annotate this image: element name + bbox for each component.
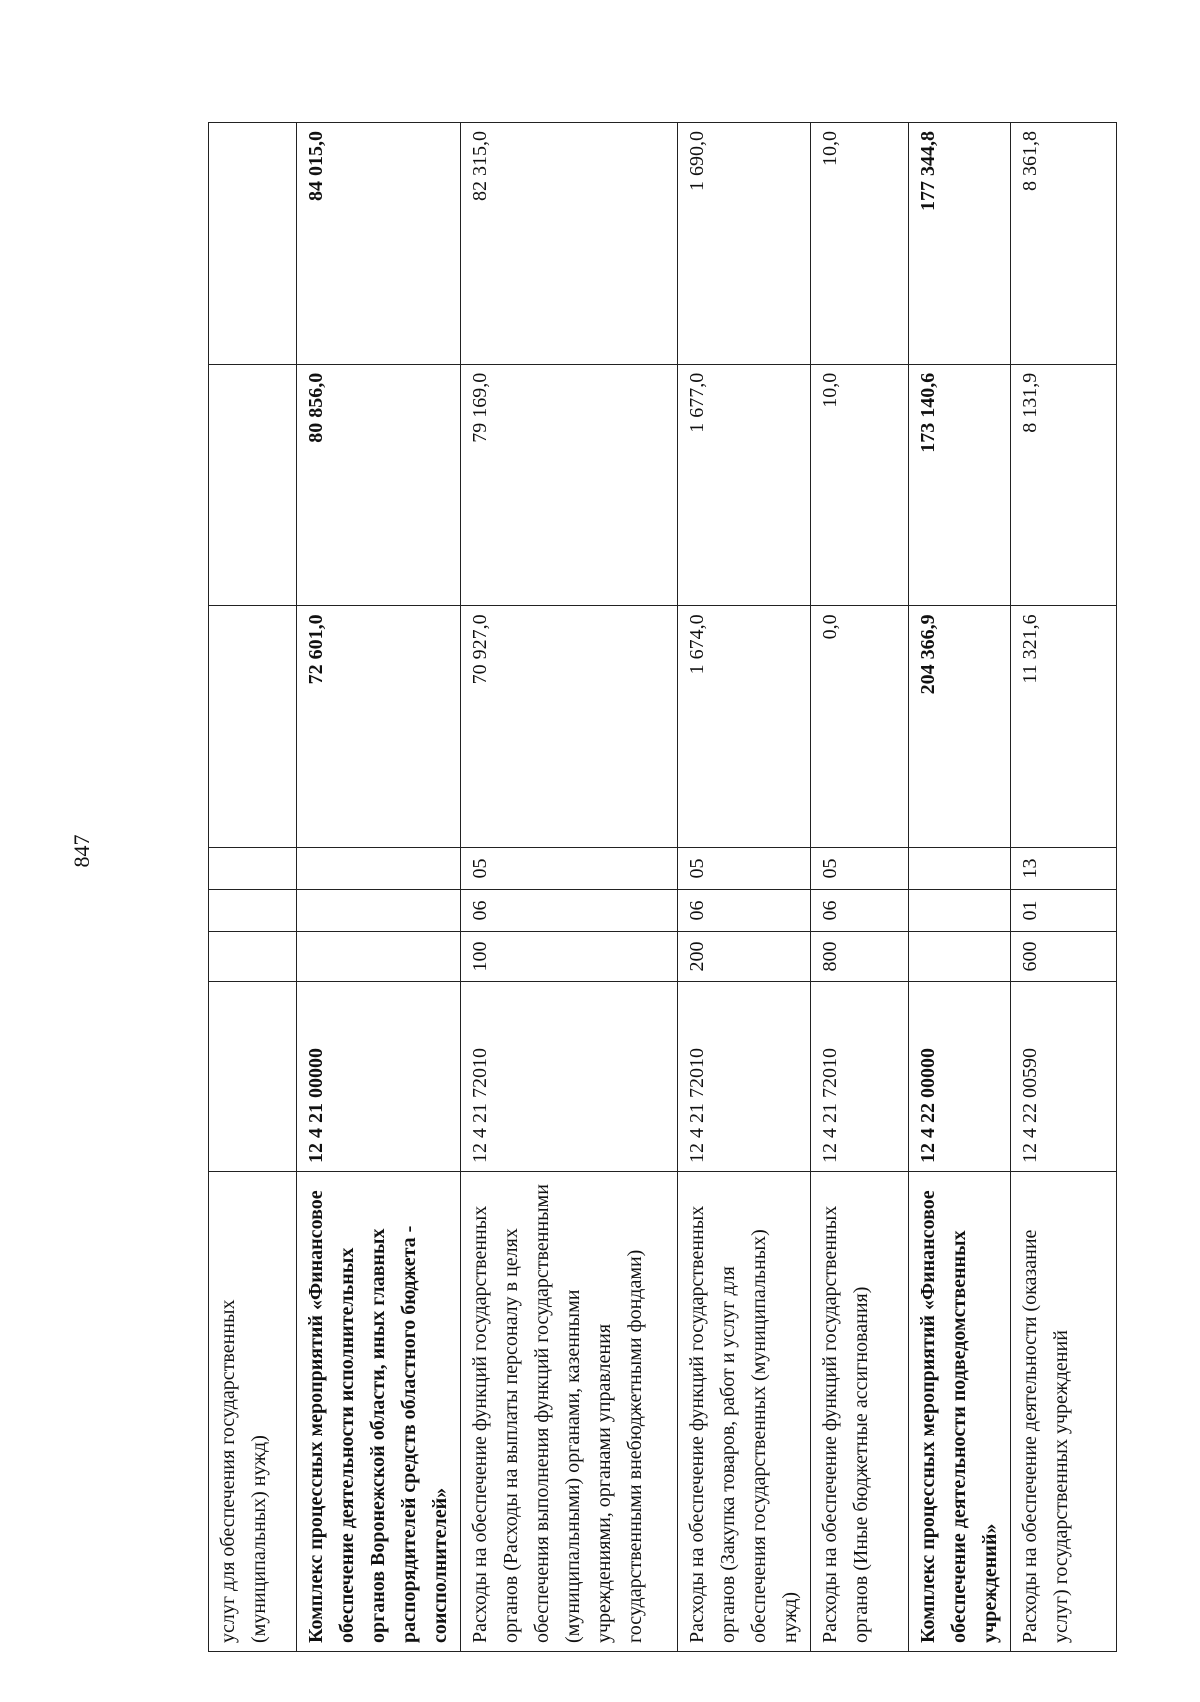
table-row <box>209 123 297 1652</box>
row-year2: 8 131,9 <box>1011 364 1117 606</box>
row-vr: 200 <box>678 932 811 982</box>
row-name: Комплекс процессных мероприятий «Финансовое обеспечение деятельности подведомственных учреждений» <box>909 1172 1011 1652</box>
table-row <box>909 123 1011 1652</box>
row-name: Расходы на обеспечение функций государственных органов (Расходы на выплаты персоналу в целях обеспечения выполнения функций государственными (муниципальными) органами, казенными учреждениями, органами управления государственными внебюджетными фондами) <box>461 1172 678 1652</box>
row-name: Расходы на обеспечение деятельности (оказание услуг) государственных учреждений <box>1011 1172 1117 1652</box>
row-rz: 01 <box>1011 890 1117 932</box>
row-code: 12 4 21 72010 <box>678 982 811 1172</box>
table-row <box>811 123 909 1652</box>
row-vr <box>209 932 297 982</box>
row-code: 12 4 22 00590 <box>1011 982 1117 1172</box>
row-code: 12 4 22 00000 <box>909 982 1011 1172</box>
budget-table <box>208 122 1117 1652</box>
row-year1: 72 601,0 <box>297 606 461 848</box>
row-code <box>209 982 297 1172</box>
row-name: услуг для обеспечения государственных (муниципальных) нужд) <box>209 1172 297 1652</box>
row-rz <box>297 890 461 932</box>
row-pr <box>209 848 297 890</box>
table-row <box>461 123 678 1652</box>
row-rz <box>209 890 297 932</box>
row-code: 12 4 21 72010 <box>461 982 678 1172</box>
row-rz: 06 <box>461 890 678 932</box>
row-year1: 70 927,0 <box>461 606 678 848</box>
row-vr <box>909 932 1011 982</box>
row-pr <box>909 848 1011 890</box>
row-name: Комплекс процессных мероприятий «Финансовое обеспечение деятельности исполнительных органов Воронежской области, иных главных распорядителей средств областного бюджета - соисполнителей» <box>297 1172 461 1652</box>
row-year3: 10,0 <box>811 123 909 365</box>
row-name: Расходы на обеспечение функций государственных органов (Закупка товаров, работ и услуг для обеспечения государственных (муниципальных) нужд) <box>678 1172 811 1652</box>
row-year3: 82 315,0 <box>461 123 678 365</box>
row-pr: 05 <box>461 848 678 890</box>
page-number: 847 <box>69 834 94 868</box>
row-year3: 84 015,0 <box>297 123 461 365</box>
row-year1: 11 321,6 <box>1011 606 1117 848</box>
row-rz <box>909 890 1011 932</box>
row-year3: 177 344,8 <box>909 123 1011 365</box>
row-pr: 05 <box>811 848 909 890</box>
row-year1: 0,0 <box>811 606 909 848</box>
row-year3: 8 361,8 <box>1011 123 1117 365</box>
row-year1 <box>209 606 297 848</box>
row-name: Расходы на обеспечение функций государственных органов (Иные бюджетные ассигнования) <box>811 1172 909 1652</box>
row-vr: 600 <box>1011 932 1117 982</box>
row-year2: 173 140,6 <box>909 364 1011 606</box>
row-year2 <box>209 364 297 606</box>
row-year2: 10,0 <box>811 364 909 606</box>
row-year1: 204 366,9 <box>909 606 1011 848</box>
row-year3: 1 690,0 <box>678 123 811 365</box>
row-rz: 06 <box>811 890 909 932</box>
rotated-table-container <box>208 122 1098 1652</box>
row-year2: 80 856,0 <box>297 364 461 606</box>
table-row <box>678 123 811 1652</box>
row-year2: 79 169,0 <box>461 364 678 606</box>
row-vr <box>297 932 461 982</box>
row-vr: 100 <box>461 932 678 982</box>
row-rz: 06 <box>678 890 811 932</box>
row-year3 <box>209 123 297 365</box>
row-pr: 05 <box>678 848 811 890</box>
row-pr <box>297 848 461 890</box>
row-year1: 1 674,0 <box>678 606 811 848</box>
row-pr: 13 <box>1011 848 1117 890</box>
row-code: 12 4 21 72010 <box>811 982 909 1172</box>
row-year2: 1 677,0 <box>678 364 811 606</box>
table-row <box>1011 123 1117 1652</box>
row-code: 12 4 21 00000 <box>297 982 461 1172</box>
table-row <box>297 123 461 1652</box>
row-vr: 800 <box>811 932 909 982</box>
